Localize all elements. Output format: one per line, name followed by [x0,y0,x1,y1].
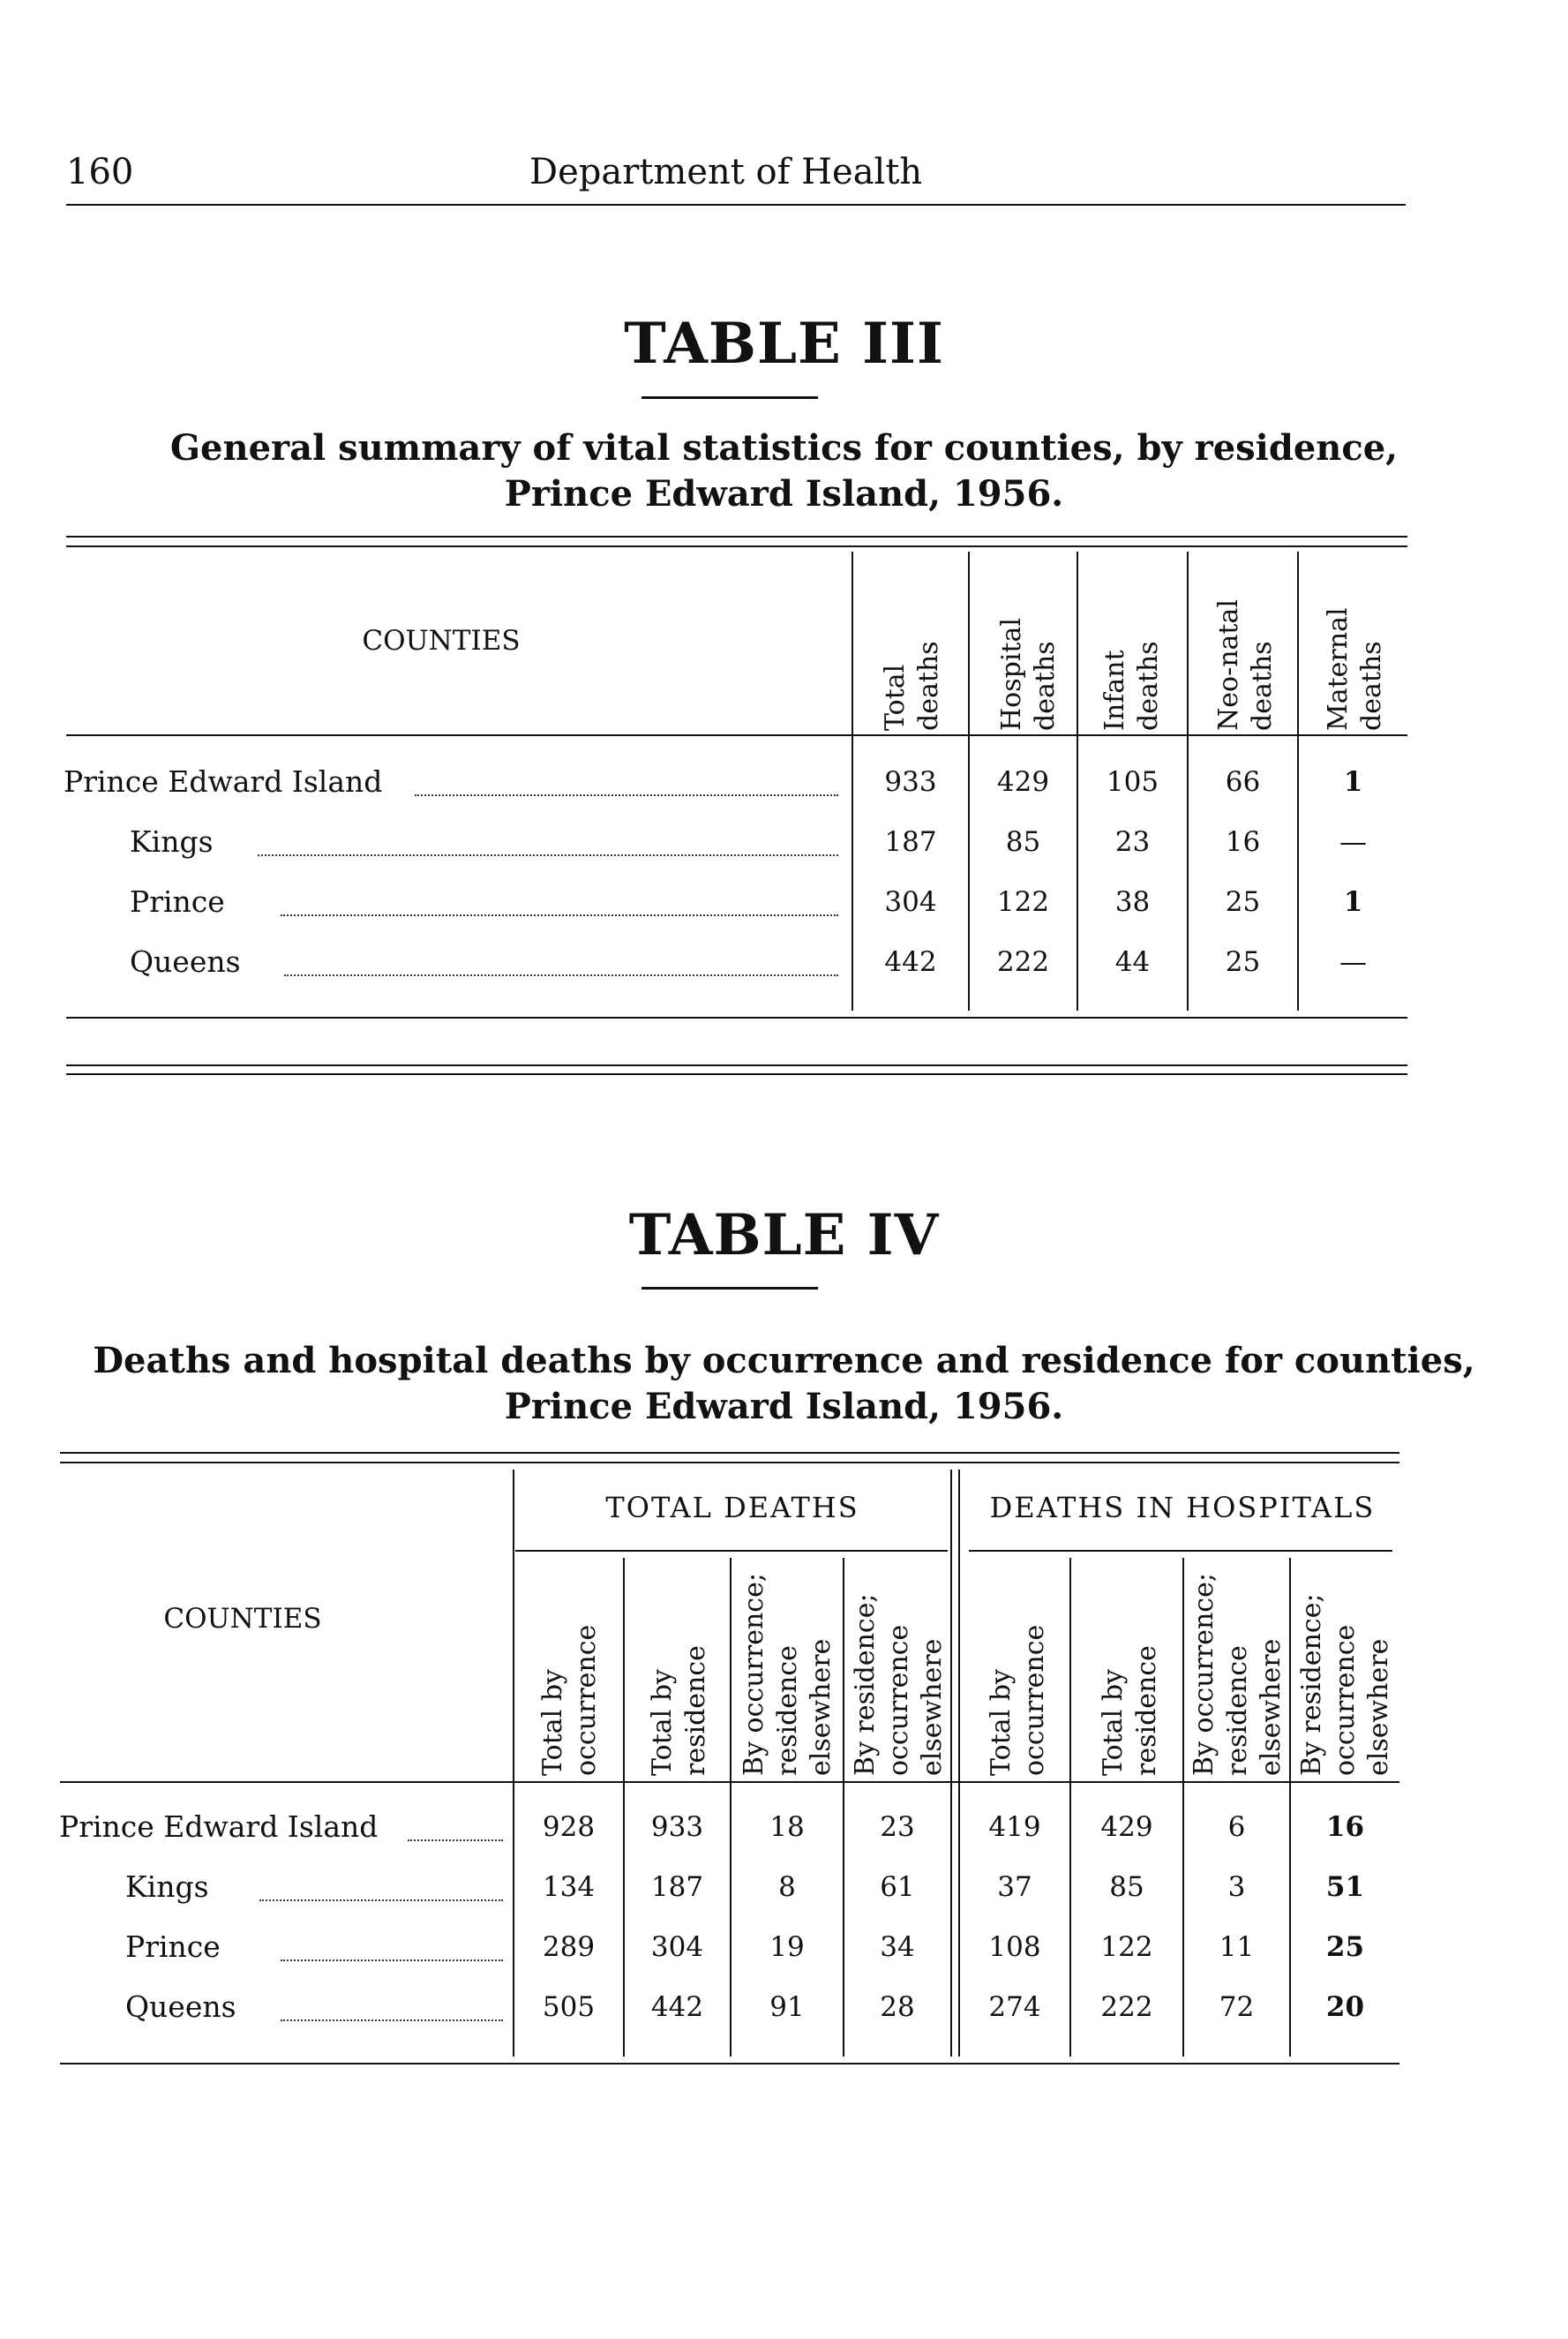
col-header-line: occurrence [883,1624,914,1776]
table-cell: 23 [880,1811,915,1843]
dot-leaders [281,1959,503,1961]
table-cell: 11 [1219,1931,1255,1963]
row-label: Kings [125,1869,209,1904]
dot-leaders [408,1839,503,1841]
table-cell: 419 [988,1811,1041,1843]
table-cell: 1 [1343,886,1363,918]
table-cell: 25 [1325,1931,1365,1963]
table-cell: 122 [1100,1931,1153,1963]
table-cell: — [1339,826,1367,858]
row-label: Prince Edward Island [64,764,383,799]
table-cell: 25 [1225,946,1261,978]
table-cell: 134 [542,1871,596,1903]
col-header-line: Total by [647,1669,678,1776]
col-header-line: By residence; [850,1593,881,1776]
group-header-deaths-in-hospitals: DEATHS IN HOSPITALS [989,1491,1376,1524]
table-cell: 122 [996,886,1050,918]
col-header-line: Total by [1098,1669,1129,1776]
col-header-line: elsewhere [806,1638,837,1776]
table-cell: 274 [988,1991,1041,2023]
table3-title: TABLE III [624,311,944,377]
table4-col-rule [1182,1558,1184,2057]
col-header-line: Neo-natal [1213,599,1244,731]
dot-leaders [281,2019,503,2021]
table-cell: 442 [884,946,937,978]
table4-col-rule [958,1470,960,2057]
table-cell: 8 [778,1871,796,1903]
table-cell: 933 [650,1811,704,1843]
table4-stub-header: COUNTIES [163,1603,322,1635]
table4-col-header [849,1593,949,1776]
col-header-line: By occurrence; [739,1573,769,1776]
table-cell: — [1339,946,1367,978]
table-cell: 23 [1114,826,1151,858]
table4-col-header [1295,1593,1396,1776]
table-cell: 91 [769,1991,805,2023]
group-header-total-deaths: TOTAL DEATHS [605,1491,859,1524]
page-number: 160 [66,152,134,192]
table-cell: 928 [542,1811,596,1843]
table-cell: 20 [1325,1991,1365,2023]
col-header-line: deaths [1247,641,1278,731]
table4-caption-line1: Deaths and hospital deaths by occurrence and residence for counties, [93,1340,1475,1381]
table-cell: 187 [650,1871,704,1903]
table4-col-header [738,1573,838,1776]
table-cell: 222 [996,946,1050,978]
col-header-line: elsewhere [917,1638,948,1776]
dot-leaders [259,1899,503,1901]
table-cell: 108 [988,1931,1041,1963]
col-header-line: occurrence [1019,1624,1050,1776]
table-cell: 85 [1005,826,1041,858]
table3-stub-header: COUNTIES [362,625,521,657]
col-header-line: residence [772,1645,803,1776]
table-cell: 72 [1219,1991,1255,2023]
table4-col-rule [950,1470,952,2057]
row-label: Prince Edward Island [59,1809,379,1844]
table4-col-rule [513,1470,514,2057]
table-cell: 933 [884,766,937,798]
table4-title: TABLE IV [628,1202,940,1268]
col-header-line: Hospital [996,618,1027,731]
table-row [0,1809,1568,1848]
table4-top-rule [60,1452,1399,1454]
table-row [0,1869,1568,1908]
table-row [0,1989,1568,2028]
col-header-line: deaths [1030,641,1061,731]
table4-col-rule [730,1558,731,2057]
col-header-line: By occurrence; [1189,1573,1219,1776]
table-cell: 105 [1106,766,1159,798]
col-header-line: By residence; [1296,1593,1327,1776]
col-header-line: occurrence [571,1624,602,1776]
table3-caption-line1: General summary of vital statistics for counties, by residence, [169,427,1399,469]
table4-bottom-rule [60,2063,1399,2064]
table-cell: 222 [1100,1991,1153,2023]
col-header-line: Maternal [1323,607,1354,731]
row-label: Queens [125,1989,236,2024]
table-cell: 442 [650,1991,704,2023]
col-header-line: occurrence [1330,1624,1361,1776]
col-header-line: residence [1222,1645,1253,1776]
col-header-line: elsewhere [1363,1638,1394,1776]
table-cell: 289 [542,1931,596,1963]
table-cell: 85 [1109,1871,1144,1903]
row-label: Prince [125,1929,221,1964]
table-cell: 429 [996,766,1050,798]
table4-col-header [646,1645,713,1776]
row-label: Kings [130,824,214,859]
table-cell: 187 [884,826,937,858]
table-cell: 304 [650,1931,704,1963]
table-cell: 28 [880,1991,915,2023]
table-cell: 429 [1100,1811,1153,1843]
table-row [0,1929,1568,1968]
group1-rule [515,1550,948,1552]
table-cell: 6 [1227,1811,1246,1843]
table4-col-header [1188,1573,1288,1776]
table4-col-rule [843,1558,844,2057]
table4-col-rule [1069,1558,1071,2057]
table4-top-rule-2 [60,1462,1399,1463]
group2-rule [969,1550,1392,1552]
table-cell: 66 [1225,766,1261,798]
table4-col-header [1097,1645,1164,1776]
col-header-line: deaths [1133,641,1164,731]
table-cell: 3 [1227,1871,1246,1903]
row-label: Queens [130,944,241,979]
table-cell: 34 [880,1931,915,1963]
table-cell: 61 [880,1871,915,1903]
table-cell: 44 [1114,946,1151,978]
col-header-line: residence [1131,1645,1162,1776]
table4-col-header [985,1625,1052,1776]
table4-caption-line2: Prince Edward Island, 1956. [504,1386,1064,1427]
table-cell: 51 [1325,1871,1365,1903]
table-cell: 505 [542,1991,596,2023]
row-label: Prince [130,884,225,919]
table4-col-header [536,1625,604,1776]
col-header-line: elsewhere [1256,1638,1287,1776]
col-header-line: Infant [1099,650,1130,731]
table4-col-rule [1289,1558,1291,2057]
table-cell: 37 [997,1871,1032,1903]
table-cell: 16 [1225,826,1261,858]
col-header-line: Total [880,664,911,731]
running-title: Department of Health [529,152,923,192]
col-header-line: residence [680,1645,711,1776]
table3-caption-line2: Prince Edward Island, 1956. [504,473,1064,515]
table-cell: 25 [1225,886,1261,918]
col-header-line: Total by [537,1669,568,1776]
table-cell: 16 [1325,1811,1365,1843]
col-header-line: Total by [986,1669,1017,1776]
table-cell: 19 [769,1931,805,1963]
table-cell: 304 [884,886,937,918]
col-header-line: deaths [1356,641,1387,731]
table-cell: 18 [769,1811,805,1843]
table4-col-rule [623,1558,625,2057]
table-cell: 38 [1114,886,1151,918]
col-header-line: deaths [913,641,944,731]
table-cell: 1 [1343,766,1363,798]
